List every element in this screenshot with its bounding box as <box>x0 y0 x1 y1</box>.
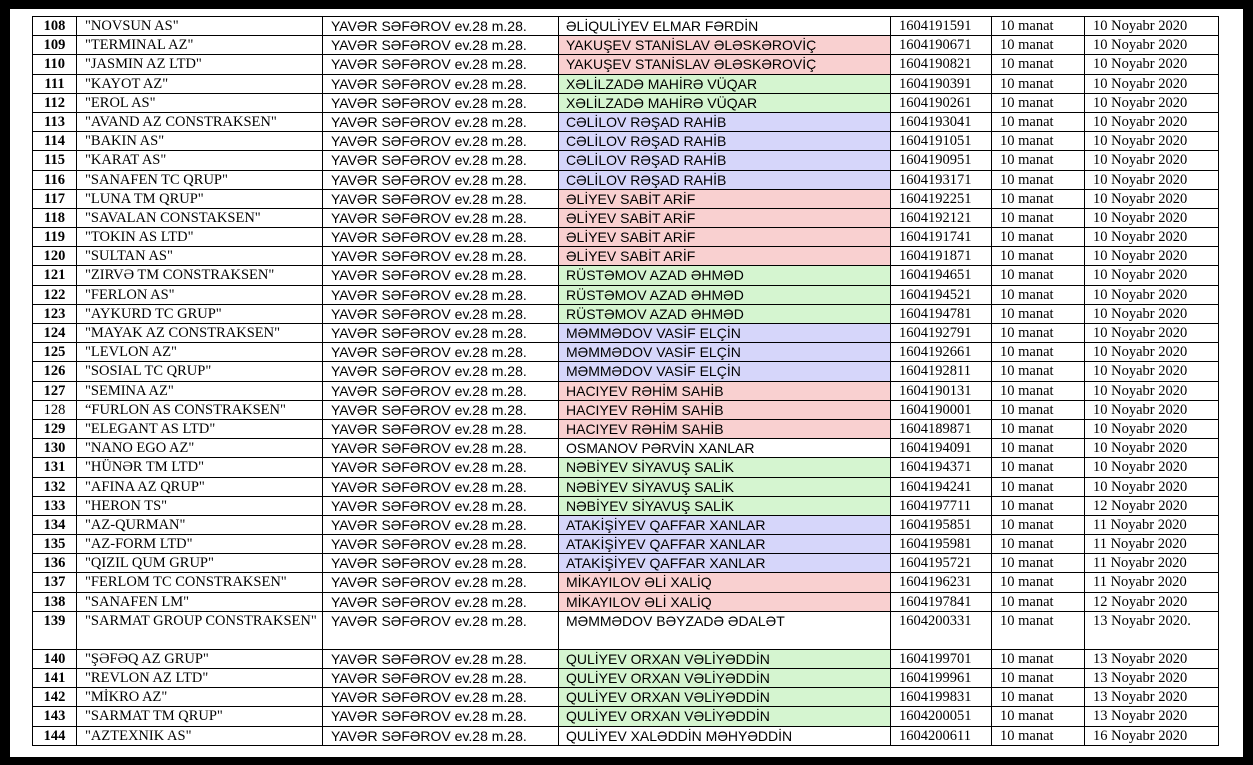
table-row <box>33 74 1219 93</box>
fee-cell: 10 manat <box>992 535 1085 554</box>
company-name-cell: "HÜNƏR TM LTD" <box>77 458 323 477</box>
date-cell: 11 Noyabr 2020 <box>1085 573 1219 592</box>
fee-cell: 10 manat <box>992 304 1085 323</box>
company-name-cell: "SARMAT TM QRUP" <box>77 707 323 726</box>
address-cell: YAVƏR SƏFƏROV ev.28 m.28. <box>323 170 559 189</box>
registration-code-cell: 1604199961 <box>891 669 992 688</box>
fee-cell: 10 manat <box>992 400 1085 419</box>
company-name-cell: "TOKIN AS LTD" <box>77 228 323 247</box>
registration-code-cell: 1604192251 <box>891 189 992 208</box>
fee-cell: 10 manat <box>992 112 1085 131</box>
owner-name-cell: CƏLİLOV RƏŞAD RAHİB <box>559 151 891 170</box>
address-cell: YAVƏR SƏFƏROV ev.28 m.28. <box>323 285 559 304</box>
fee-cell: 10 manat <box>992 93 1085 112</box>
table-row <box>33 362 1219 381</box>
company-name-cell: "FERLON AS" <box>77 285 323 304</box>
registration-code-cell: 1604199701 <box>891 649 992 668</box>
company-name-cell: "AFINA AZ QRUP" <box>77 477 323 496</box>
company-name-cell: "SEMINA AZ" <box>77 381 323 400</box>
table-row <box>33 343 1219 362</box>
address-cell: YAVƏR SƏFƏROV ev.28 m.28. <box>323 151 559 170</box>
address-cell: YAVƏR SƏFƏROV ev.28 m.28. <box>323 343 559 362</box>
fee-cell: 10 manat <box>992 151 1085 170</box>
registration-code-cell: 1604190261 <box>891 93 992 112</box>
row-number-cell: 135 <box>33 535 77 554</box>
table-row <box>33 496 1219 515</box>
owner-name-cell: ATAKİŞİYEV QAFFAR XANLAR <box>559 554 891 573</box>
owner-name-cell: HACIYEV RƏHİM SAHİB <box>559 381 891 400</box>
registration-code-cell: 1604200331 <box>891 611 992 649</box>
owner-name-cell: QULİYEV XALƏDDİN MƏHYƏDDİN <box>559 726 891 745</box>
date-cell: 10 Noyabr 2020 <box>1085 400 1219 419</box>
address-cell: YAVƏR SƏFƏROV ev.28 m.28. <box>323 477 559 496</box>
address-cell: YAVƏR SƏFƏROV ev.28 m.28. <box>323 17 559 36</box>
company-name-cell: "AZ-FORM LTD" <box>77 535 323 554</box>
registration-code-cell: 1604194371 <box>891 458 992 477</box>
row-number-cell: 124 <box>33 324 77 343</box>
owner-name-cell: MƏMMƏDOV BƏYZADƏ ƏDALƏT <box>559 611 891 649</box>
table-row <box>33 688 1219 707</box>
address-cell: YAVƏR SƏFƏROV ev.28 m.28. <box>323 208 559 227</box>
owner-name-cell: ƏLİYEV SABİT ARİF <box>559 189 891 208</box>
table-row <box>33 669 1219 688</box>
date-cell: 10 Noyabr 2020 <box>1085 170 1219 189</box>
company-name-cell: "QIZIL QUM GRUP" <box>77 554 323 573</box>
registration-code-cell: 1604190131 <box>891 381 992 400</box>
registration-code-cell: 1604192791 <box>891 324 992 343</box>
table-row <box>33 228 1219 247</box>
owner-name-cell: NƏBİYEV SİYAVUŞ SALİK <box>559 477 891 496</box>
company-name-cell: "AZ-QURMAN" <box>77 515 323 534</box>
table-row <box>33 17 1219 36</box>
date-cell: 13 Noyabr 2020 <box>1085 688 1219 707</box>
company-name-cell: "TERMINAL AZ" <box>77 36 323 55</box>
company-name-cell: "SANAFEN TC QRUP" <box>77 170 323 189</box>
table-row <box>33 592 1219 611</box>
table-row <box>33 573 1219 592</box>
owner-name-cell: XƏLİLZADƏ MAHİRƏ VÜQAR <box>559 74 891 93</box>
fee-cell: 10 manat <box>992 208 1085 227</box>
registration-code-cell: 1604200611 <box>891 726 992 745</box>
owner-name-cell: MƏMMƏDOV VASİF ELÇİN <box>559 343 891 362</box>
registration-code-cell: 1604190951 <box>891 151 992 170</box>
table-row <box>33 458 1219 477</box>
registration-code-cell: 1604190671 <box>891 36 992 55</box>
fee-cell: 10 manat <box>992 228 1085 247</box>
table-row <box>33 170 1219 189</box>
address-cell: YAVƏR SƏFƏROV ev.28 m.28. <box>323 324 559 343</box>
date-cell: 10 Noyabr 2020 <box>1085 419 1219 438</box>
fee-cell: 10 manat <box>992 247 1085 266</box>
owner-name-cell: YAKUŞEV STANİSLAV ƏLƏSKƏROVİÇ <box>559 55 891 74</box>
company-name-cell: "ELEGANT AS LTD" <box>77 419 323 438</box>
fee-cell: 10 manat <box>992 362 1085 381</box>
owner-name-cell: NƏBİYEV SİYAVUŞ SALİK <box>559 458 891 477</box>
registration-code-cell: 1604192811 <box>891 362 992 381</box>
registration-code-cell: 1604194521 <box>891 285 992 304</box>
date-cell: 10 Noyabr 2020 <box>1085 189 1219 208</box>
date-cell: 10 Noyabr 2020 <box>1085 112 1219 131</box>
fee-cell: 10 manat <box>992 592 1085 611</box>
owner-name-cell: QULİYEV ORXAN VƏLİYƏDDİN <box>559 669 891 688</box>
address-cell: YAVƏR SƏFƏROV ev.28 m.28. <box>323 55 559 74</box>
date-cell: 10 Noyabr 2020 <box>1085 343 1219 362</box>
date-cell: 10 Noyabr 2020 <box>1085 324 1219 343</box>
owner-name-cell: XƏLİLZADƏ MAHİRƏ VÜQAR <box>559 93 891 112</box>
registration-code-cell: 1604191051 <box>891 132 992 151</box>
fee-cell: 10 manat <box>992 726 1085 745</box>
row-number-cell: 121 <box>33 266 77 285</box>
table-row <box>33 649 1219 668</box>
fee-cell: 10 manat <box>992 381 1085 400</box>
registration-code-cell: 1604192661 <box>891 343 992 362</box>
row-number-cell: 130 <box>33 439 77 458</box>
row-number-cell: 133 <box>33 496 77 515</box>
company-name-cell: "KAYOT AZ" <box>77 74 323 93</box>
row-number-cell: 111 <box>33 74 77 93</box>
owner-name-cell: ƏLİYEV SABİT ARİF <box>559 208 891 227</box>
date-cell: 10 Noyabr 2020 <box>1085 304 1219 323</box>
date-cell: 10 Noyabr 2020 <box>1085 74 1219 93</box>
row-number-cell: 122 <box>33 285 77 304</box>
date-cell: 16 Noyabr 2020 <box>1085 726 1219 745</box>
company-name-cell: "NANO EGO AZ" <box>77 439 323 458</box>
date-cell: 11 Noyabr 2020 <box>1085 554 1219 573</box>
date-cell: 10 Noyabr 2020 <box>1085 151 1219 170</box>
fee-cell: 10 manat <box>992 189 1085 208</box>
fee-cell: 10 manat <box>992 554 1085 573</box>
company-name-cell: "ŞƏFƏQ AZ GRUP" <box>77 649 323 668</box>
registration-code-cell: 1604197841 <box>891 592 992 611</box>
date-cell: 10 Noyabr 2020 <box>1085 208 1219 227</box>
table-row <box>33 535 1219 554</box>
date-cell: 10 Noyabr 2020 <box>1085 439 1219 458</box>
company-name-cell: "AYKURD TC GRUP" <box>77 304 323 323</box>
company-name-cell: "NOVSUN AS" <box>77 17 323 36</box>
address-cell: YAVƏR SƏFƏROV ev.28 m.28. <box>323 228 559 247</box>
row-number-cell: 136 <box>33 554 77 573</box>
address-cell: YAVƏR SƏFƏROV ev.28 m.28. <box>323 266 559 285</box>
table-row <box>33 726 1219 745</box>
row-number-cell: 140 <box>33 649 77 668</box>
registration-code-cell: 1604190391 <box>891 74 992 93</box>
date-cell: 10 Noyabr 2020 <box>1085 285 1219 304</box>
date-cell: 10 Noyabr 2020 <box>1085 36 1219 55</box>
date-cell: 10 Noyabr 2020 <box>1085 266 1219 285</box>
date-cell: 13 Noyabr 2020. <box>1085 611 1219 649</box>
registration-code-cell: 1604193041 <box>891 112 992 131</box>
row-number-cell: 117 <box>33 189 77 208</box>
company-name-cell: "SULTAN AS" <box>77 247 323 266</box>
table-row <box>33 477 1219 496</box>
company-name-cell: "ZIRVƏ TM CONSTRAKSEN" <box>77 266 323 285</box>
address-cell: YAVƏR SƏFƏROV ev.28 m.28. <box>323 112 559 131</box>
address-cell: YAVƏR SƏFƏROV ev.28 m.28. <box>323 419 559 438</box>
company-name-cell: "SANAFEN LM" <box>77 592 323 611</box>
date-cell: 10 Noyabr 2020 <box>1085 228 1219 247</box>
date-cell: 10 Noyabr 2020 <box>1085 458 1219 477</box>
registration-code-cell: 1604190001 <box>891 400 992 419</box>
fee-cell: 10 manat <box>992 285 1085 304</box>
row-number-cell: 141 <box>33 669 77 688</box>
registration-code-cell: 1604194091 <box>891 439 992 458</box>
row-number-cell: 128 <box>33 400 77 419</box>
table-row <box>33 554 1219 573</box>
address-cell: YAVƏR SƏFƏROV ev.28 m.28. <box>323 669 559 688</box>
row-number-cell: 144 <box>33 726 77 745</box>
fee-cell: 10 manat <box>992 707 1085 726</box>
address-cell: YAVƏR SƏFƏROV ev.28 m.28. <box>323 535 559 554</box>
row-number-cell: 143 <box>33 707 77 726</box>
company-registry-table <box>32 16 1219 746</box>
owner-name-cell: ATAKİŞİYEV QAFFAR XANLAR <box>559 515 891 534</box>
registration-code-cell: 1604194651 <box>891 266 992 285</box>
row-number-cell: 116 <box>33 170 77 189</box>
address-cell: YAVƏR SƏFƏROV ev.28 m.28. <box>323 688 559 707</box>
registration-code-cell: 1604191591 <box>891 17 992 36</box>
company-name-cell: “FURLON AS CONSTRAKSEN" <box>77 400 323 419</box>
fee-cell: 10 manat <box>992 343 1085 362</box>
table-row <box>33 112 1219 131</box>
registration-code-cell: 1604189871 <box>891 419 992 438</box>
date-cell: 10 Noyabr 2020 <box>1085 362 1219 381</box>
address-cell: YAVƏR SƏFƏROV ev.28 m.28. <box>323 649 559 668</box>
row-number-cell: 120 <box>33 247 77 266</box>
row-number-cell: 115 <box>33 151 77 170</box>
registration-code-cell: 1604194781 <box>891 304 992 323</box>
company-name-cell: "JASMIN AZ LTD" <box>77 55 323 74</box>
company-name-cell: "AVAND AZ CONSTRAKSEN" <box>77 112 323 131</box>
company-name-cell: "KARAT AS" <box>77 151 323 170</box>
address-cell: YAVƏR SƏFƏROV ev.28 m.28. <box>323 132 559 151</box>
table-row <box>33 189 1219 208</box>
table-row <box>33 439 1219 458</box>
address-cell: YAVƏR SƏFƏROV ev.28 m.28. <box>323 74 559 93</box>
table-row <box>33 247 1219 266</box>
company-name-cell: "SOSIAL TC QRUP" <box>77 362 323 381</box>
fee-cell: 10 manat <box>992 170 1085 189</box>
row-number-cell: 142 <box>33 688 77 707</box>
date-cell: 10 Noyabr 2020 <box>1085 381 1219 400</box>
registration-code-cell: 1604194241 <box>891 477 992 496</box>
date-cell: 10 Noyabr 2020 <box>1085 477 1219 496</box>
row-number-cell: 119 <box>33 228 77 247</box>
table-row <box>33 515 1219 534</box>
owner-name-cell: ƏLİQULİYEV ELMAR FƏRDİN <box>559 17 891 36</box>
fee-cell: 10 manat <box>992 515 1085 534</box>
row-number-cell: 129 <box>33 419 77 438</box>
fee-cell: 10 manat <box>992 419 1085 438</box>
company-name-cell: "FERLOM TC CONSTRAKSEN" <box>77 573 323 592</box>
registration-code-cell: 1604191871 <box>891 247 992 266</box>
registration-code-cell: 1604195721 <box>891 554 992 573</box>
owner-name-cell: HACIYEV RƏHİM SAHİB <box>559 400 891 419</box>
owner-name-cell: RÜSTƏMOV AZAD ƏHMƏD <box>559 304 891 323</box>
address-cell: YAVƏR SƏFƏROV ev.28 m.28. <box>323 707 559 726</box>
table-row <box>33 266 1219 285</box>
table-row <box>33 93 1219 112</box>
address-cell: YAVƏR SƏFƏROV ev.28 m.28. <box>323 304 559 323</box>
date-cell: 11 Noyabr 2020 <box>1085 535 1219 554</box>
company-name-cell: "EROL AS" <box>77 93 323 112</box>
table-row <box>33 36 1219 55</box>
company-name-cell: "AZTEXNIK AS" <box>77 726 323 745</box>
fee-cell: 10 manat <box>992 439 1085 458</box>
address-cell: YAVƏR SƏFƏROV ev.28 m.28. <box>323 400 559 419</box>
table-row <box>33 611 1219 649</box>
fee-cell: 10 manat <box>992 266 1085 285</box>
owner-name-cell: HACIYEV RƏHİM SAHİB <box>559 419 891 438</box>
row-number-cell: 109 <box>33 36 77 55</box>
fee-cell: 10 manat <box>992 36 1085 55</box>
owner-name-cell: ƏLİYEV SABİT ARİF <box>559 247 891 266</box>
address-cell: YAVƏR SƏFƏROV ev.28 m.28. <box>323 611 559 649</box>
fee-cell: 10 manat <box>992 132 1085 151</box>
row-number-cell: 138 <box>33 592 77 611</box>
fee-cell: 10 manat <box>992 458 1085 477</box>
company-name-cell: "SARMAT GROUP CONSTRAKSEN" <box>77 611 323 649</box>
row-number-cell: 113 <box>33 112 77 131</box>
company-name-cell: "LUNA TM QRUP" <box>77 189 323 208</box>
registration-code-cell: 1604190821 <box>891 55 992 74</box>
fee-cell: 10 manat <box>992 573 1085 592</box>
date-cell: 10 Noyabr 2020 <box>1085 17 1219 36</box>
address-cell: YAVƏR SƏFƏROV ev.28 m.28. <box>323 362 559 381</box>
owner-name-cell: RÜSTƏMOV AZAD ƏHMƏD <box>559 285 891 304</box>
date-cell: 12 Noyabr 2020 <box>1085 592 1219 611</box>
fee-cell: 10 manat <box>992 324 1085 343</box>
registration-code-cell: 1604200051 <box>891 707 992 726</box>
table-row <box>33 132 1219 151</box>
owner-name-cell: QULİYEV ORXAN VƏLİYƏDDİN <box>559 707 891 726</box>
company-name-cell: "MAYAK AZ CONSTRAKSEN" <box>77 324 323 343</box>
address-cell: YAVƏR SƏFƏROV ev.28 m.28. <box>323 554 559 573</box>
owner-name-cell: OSMANOV PƏRVİN XANLAR <box>559 439 891 458</box>
address-cell: YAVƏR SƏFƏROV ev.28 m.28. <box>323 189 559 208</box>
company-name-cell: "SAVALAN CONSTAKSEN" <box>77 208 323 227</box>
fee-cell: 10 manat <box>992 611 1085 649</box>
fee-cell: 10 manat <box>992 477 1085 496</box>
owner-name-cell: QULİYEV ORXAN VƏLİYƏDDİN <box>559 649 891 668</box>
owner-name-cell: CƏLİLOV RƏŞAD RAHİB <box>559 112 891 131</box>
company-name-cell: "MİKRO AZ" <box>77 688 323 707</box>
document-page <box>10 9 1243 757</box>
table-row <box>33 208 1219 227</box>
registration-code-cell: 1604196231 <box>891 573 992 592</box>
row-number-cell: 110 <box>33 55 77 74</box>
table-row <box>33 324 1219 343</box>
owner-name-cell: MİKAYILOV ƏLİ XALİQ <box>559 592 891 611</box>
registration-code-cell: 1604191741 <box>891 228 992 247</box>
owner-name-cell: CƏLİLOV RƏŞAD RAHİB <box>559 132 891 151</box>
row-number-cell: 139 <box>33 611 77 649</box>
address-cell: YAVƏR SƏFƏROV ev.28 m.28. <box>323 247 559 266</box>
date-cell: 11 Noyabr 2020 <box>1085 515 1219 534</box>
registration-code-cell: 1604199831 <box>891 688 992 707</box>
address-cell: YAVƏR SƏFƏROV ev.28 m.28. <box>323 381 559 400</box>
fee-cell: 10 manat <box>992 496 1085 515</box>
date-cell: 10 Noyabr 2020 <box>1085 247 1219 266</box>
row-number-cell: 125 <box>33 343 77 362</box>
owner-name-cell: CƏLİLOV RƏŞAD RAHİB <box>559 170 891 189</box>
address-cell: YAVƏR SƏFƏROV ev.28 m.28. <box>323 515 559 534</box>
row-number-cell: 137 <box>33 573 77 592</box>
row-number-cell: 118 <box>33 208 77 227</box>
table-row <box>33 285 1219 304</box>
owner-name-cell: ƏLİYEV SABİT ARİF <box>559 228 891 247</box>
registration-code-cell: 1604195981 <box>891 535 992 554</box>
table-row <box>33 707 1219 726</box>
address-cell: YAVƏR SƏFƏROV ev.28 m.28. <box>323 726 559 745</box>
row-number-cell: 134 <box>33 515 77 534</box>
fee-cell: 10 manat <box>992 74 1085 93</box>
company-name-cell: "HERON TS" <box>77 496 323 515</box>
address-cell: YAVƏR SƏFƏROV ev.28 m.28. <box>323 93 559 112</box>
address-cell: YAVƏR SƏFƏROV ev.28 m.28. <box>323 496 559 515</box>
owner-name-cell: ATAKİŞİYEV QAFFAR XANLAR <box>559 535 891 554</box>
owner-name-cell: NƏBİYEV SİYAVUŞ SALİK <box>559 496 891 515</box>
date-cell: 13 Noyabr 2020 <box>1085 707 1219 726</box>
fee-cell: 10 manat <box>992 649 1085 668</box>
table-row <box>33 400 1219 419</box>
owner-name-cell: YAKUŞEV STANİSLAV ƏLƏSKƏROVİÇ <box>559 36 891 55</box>
company-name-cell: "BAKIN AS" <box>77 132 323 151</box>
owner-name-cell: QULİYEV ORXAN VƏLİYƏDDİN <box>559 688 891 707</box>
address-cell: YAVƏR SƏFƏROV ev.28 m.28. <box>323 592 559 611</box>
row-number-cell: 108 <box>33 17 77 36</box>
fee-cell: 10 manat <box>992 669 1085 688</box>
date-cell: 10 Noyabr 2020 <box>1085 132 1219 151</box>
address-cell: YAVƏR SƏFƏROV ev.28 m.28. <box>323 573 559 592</box>
row-number-cell: 131 <box>33 458 77 477</box>
table-row <box>33 151 1219 170</box>
row-number-cell: 112 <box>33 93 77 112</box>
address-cell: YAVƏR SƏFƏROV ev.28 m.28. <box>323 36 559 55</box>
address-cell: YAVƏR SƏFƏROV ev.28 m.28. <box>323 458 559 477</box>
row-number-cell: 132 <box>33 477 77 496</box>
owner-name-cell: MİKAYILOV ƏLİ XALİQ <box>559 573 891 592</box>
date-cell: 10 Noyabr 2020 <box>1085 55 1219 74</box>
row-number-cell: 127 <box>33 381 77 400</box>
registration-code-cell: 1604197711 <box>891 496 992 515</box>
address-cell: YAVƏR SƏFƏROV ev.28 m.28. <box>323 439 559 458</box>
registration-code-cell: 1604193171 <box>891 170 992 189</box>
owner-name-cell: RÜSTƏMOV AZAD ƏHMƏD <box>559 266 891 285</box>
registration-code-cell: 1604192121 <box>891 208 992 227</box>
date-cell: 12 Noyabr 2020 <box>1085 496 1219 515</box>
registration-code-cell: 1604195851 <box>891 515 992 534</box>
owner-name-cell: MƏMMƏDOV VASİF ELÇİN <box>559 362 891 381</box>
table-row <box>33 55 1219 74</box>
table-row <box>33 419 1219 438</box>
date-cell: 13 Noyabr 2020 <box>1085 669 1219 688</box>
fee-cell: 10 manat <box>992 688 1085 707</box>
fee-cell: 10 manat <box>992 17 1085 36</box>
fee-cell: 10 manat <box>992 55 1085 74</box>
row-number-cell: 114 <box>33 132 77 151</box>
date-cell: 10 Noyabr 2020 <box>1085 93 1219 112</box>
owner-name-cell: MƏMMƏDOV VASİF ELÇİN <box>559 324 891 343</box>
row-number-cell: 123 <box>33 304 77 323</box>
table-row <box>33 304 1219 323</box>
company-name-cell: "LEVLON AZ" <box>77 343 323 362</box>
row-number-cell: 126 <box>33 362 77 381</box>
company-name-cell: "REVLON AZ LTD" <box>77 669 323 688</box>
table-row <box>33 381 1219 400</box>
date-cell: 13 Noyabr 2020 <box>1085 649 1219 668</box>
